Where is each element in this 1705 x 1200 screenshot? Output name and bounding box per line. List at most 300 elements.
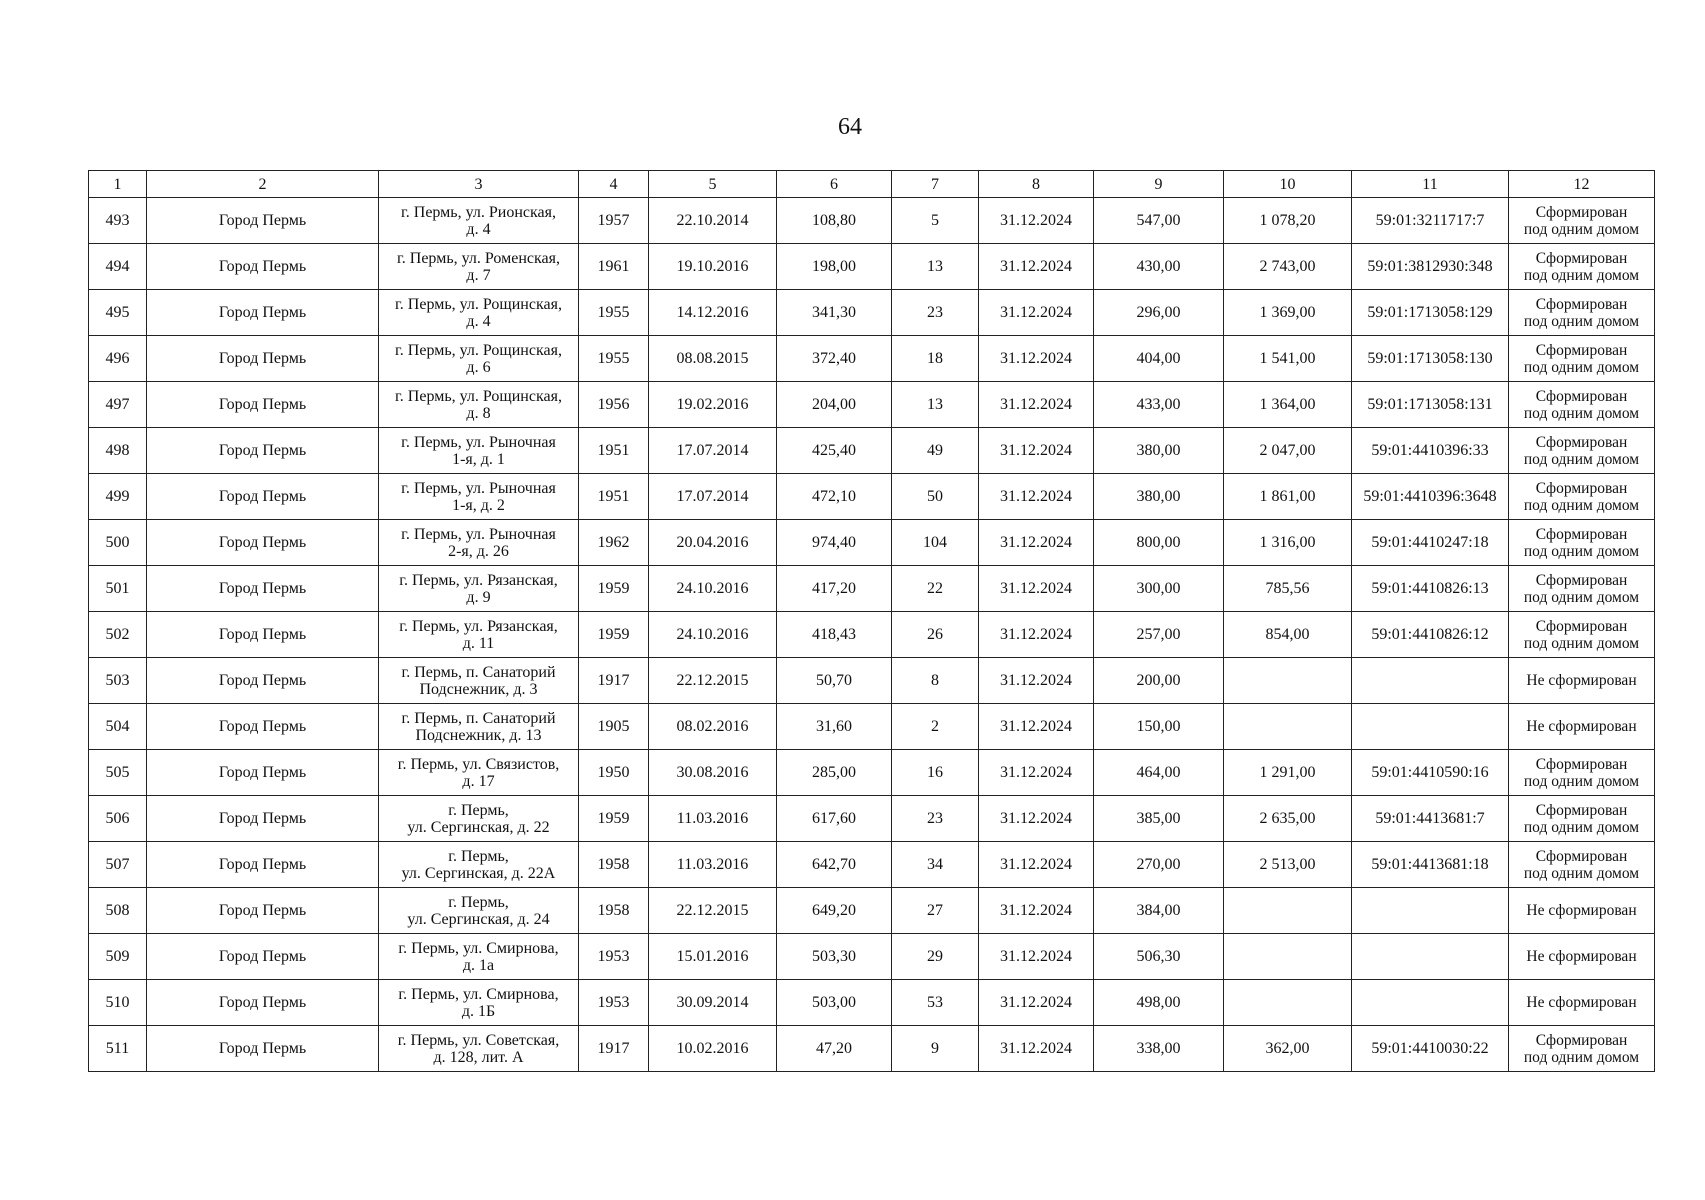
column-header: 11 — [1352, 171, 1509, 198]
municipality-cell: Город Пермь — [147, 474, 379, 520]
year-cell: 1959 — [579, 566, 649, 612]
address-line: ул. Сергинская, д. 22 — [407, 818, 550, 836]
row-number: 495 — [89, 290, 147, 336]
status-cell — [1509, 566, 1655, 612]
address-line: г. Пермь, — [448, 847, 509, 865]
table-row — [89, 336, 1655, 382]
status-line: под одним домом — [1523, 1048, 1640, 1066]
row-number: 505 — [89, 750, 147, 796]
area-cell: 503,00 — [777, 980, 892, 1026]
address-line: д. 8 — [466, 404, 491, 422]
date-cell: 11.03.2016 — [649, 842, 777, 888]
municipality-cell: Город Пермь — [147, 428, 379, 474]
cadastral-number-cell — [1352, 704, 1509, 750]
address-line: г. Пермь, ул. Рыночная — [401, 479, 556, 497]
year-cell: 1951 — [579, 474, 649, 520]
status-cell — [1509, 336, 1655, 382]
date-cell: 15.01.2016 — [649, 934, 777, 980]
row-number: 496 — [89, 336, 147, 382]
address-cell — [379, 658, 579, 704]
status-line: под одним домом — [1523, 496, 1640, 514]
area-cell: 974,40 — [777, 520, 892, 566]
status-cell — [1509, 198, 1655, 244]
cadastral-number-cell: 59:01:1713058:131 — [1352, 382, 1509, 428]
value9-cell: 404,00 — [1094, 336, 1224, 382]
status-cell — [1509, 290, 1655, 336]
value9-cell: 200,00 — [1094, 658, 1224, 704]
status-cell — [1509, 888, 1655, 934]
residents-cell: 8 — [892, 658, 979, 704]
column-header: 7 — [892, 171, 979, 198]
date-cell: 24.10.2016 — [649, 612, 777, 658]
deadline-cell: 31.12.2024 — [979, 750, 1094, 796]
status-line: под одним домом — [1523, 542, 1640, 560]
deadline-cell: 31.12.2024 — [979, 336, 1094, 382]
status-line: Сформирован — [1535, 387, 1628, 405]
year-cell: 1950 — [579, 750, 649, 796]
table-row — [89, 704, 1655, 750]
table-row — [89, 520, 1655, 566]
address-line: г. Пермь, ул. Рощинская, — [395, 295, 562, 313]
status-cell — [1509, 842, 1655, 888]
year-cell: 1951 — [579, 428, 649, 474]
value9-cell: 547,00 — [1094, 198, 1224, 244]
municipality-cell: Город Пермь — [147, 382, 379, 428]
column-header: 8 — [979, 171, 1094, 198]
status-line: под одним домом — [1523, 634, 1640, 652]
row-number: 507 — [89, 842, 147, 888]
address-cell — [379, 520, 579, 566]
status-cell — [1509, 1026, 1655, 1072]
address-line: д. 6 — [466, 358, 491, 376]
address-cell — [379, 796, 579, 842]
status-line: Сформирован — [1535, 617, 1628, 635]
area-cell: 418,43 — [777, 612, 892, 658]
address-line: д. 4 — [466, 220, 491, 238]
value9-cell: 464,00 — [1094, 750, 1224, 796]
cadastral-number-cell: 59:01:3812930:348 — [1352, 244, 1509, 290]
address-line: г. Пермь, ул. Советская, — [397, 1031, 560, 1049]
cadastral-number-cell: 59:01:4413681:18 — [1352, 842, 1509, 888]
deadline-cell: 31.12.2024 — [979, 198, 1094, 244]
status-line: Сформирован — [1535, 525, 1628, 543]
status-line: Не сформирован — [1526, 718, 1637, 735]
deadline-cell: 31.12.2024 — [979, 244, 1094, 290]
deadline-cell: 31.12.2024 — [979, 704, 1094, 750]
status-line: под одним домом — [1523, 588, 1640, 606]
status-line: под одним домом — [1523, 312, 1640, 330]
municipality-cell: Город Пермь — [147, 198, 379, 244]
address-line: 1-я, д. 2 — [452, 496, 505, 514]
cadastral-number-cell: 59:01:4410396:33 — [1352, 428, 1509, 474]
table-body — [89, 198, 1655, 1072]
deadline-cell: 31.12.2024 — [979, 934, 1094, 980]
address-cell — [379, 566, 579, 612]
date-cell: 17.07.2014 — [649, 474, 777, 520]
value9-cell: 433,00 — [1094, 382, 1224, 428]
address-line: д. 9 — [466, 588, 491, 606]
table-row — [89, 658, 1655, 704]
value9-cell: 498,00 — [1094, 980, 1224, 1026]
address-line: г. Пермь, ул. Рионская, — [401, 203, 556, 221]
row-number: 509 — [89, 934, 147, 980]
value9-cell: 270,00 — [1094, 842, 1224, 888]
value10-cell — [1224, 888, 1352, 934]
cadastral-number-cell — [1352, 888, 1509, 934]
address-line: г. Пермь, ул. Рязанская, — [399, 571, 558, 589]
area-cell: 425,40 — [777, 428, 892, 474]
residents-cell: 16 — [892, 750, 979, 796]
status-line: Сформирован — [1535, 341, 1628, 359]
area-cell: 31,60 — [777, 704, 892, 750]
municipality-cell: Город Пермь — [147, 520, 379, 566]
address-cell — [379, 382, 579, 428]
status-cell — [1509, 658, 1655, 704]
row-number: 508 — [89, 888, 147, 934]
value10-cell: 2 047,00 — [1224, 428, 1352, 474]
address-cell — [379, 244, 579, 290]
deadline-cell: 31.12.2024 — [979, 658, 1094, 704]
table-row — [89, 428, 1655, 474]
address-line: ул. Сергинская, д. 22А — [401, 864, 556, 882]
municipality-cell: Город Пермь — [147, 842, 379, 888]
year-cell: 1959 — [579, 612, 649, 658]
residents-cell: 49 — [892, 428, 979, 474]
column-header: 12 — [1509, 171, 1655, 198]
value9-cell: 506,30 — [1094, 934, 1224, 980]
residents-cell: 9 — [892, 1026, 979, 1072]
address-cell — [379, 336, 579, 382]
cadastral-number-cell: 59:01:4410247:18 — [1352, 520, 1509, 566]
row-number: 503 — [89, 658, 147, 704]
status-line: Сформирован — [1535, 433, 1628, 451]
address-line: 1-я, д. 1 — [452, 450, 505, 468]
date-cell: 22.12.2015 — [649, 658, 777, 704]
value9-cell: 296,00 — [1094, 290, 1224, 336]
date-cell: 30.08.2016 — [649, 750, 777, 796]
row-number: 510 — [89, 980, 147, 1026]
address-line: Подснежник, д. 3 — [419, 680, 538, 698]
address-line: г. Пермь, п. Санаторий — [401, 709, 556, 727]
area-cell: 372,40 — [777, 336, 892, 382]
year-cell: 1955 — [579, 336, 649, 382]
cadastral-number-cell: 59:01:4410590:16 — [1352, 750, 1509, 796]
column-header: 10 — [1224, 171, 1352, 198]
date-cell: 22.12.2015 — [649, 888, 777, 934]
deadline-cell: 31.12.2024 — [979, 474, 1094, 520]
municipality-cell: Город Пермь — [147, 1026, 379, 1072]
value10-cell: 1 078,20 — [1224, 198, 1352, 244]
area-cell: 649,20 — [777, 888, 892, 934]
date-cell: 20.04.2016 — [649, 520, 777, 566]
status-cell — [1509, 750, 1655, 796]
year-cell: 1917 — [579, 1026, 649, 1072]
year-cell: 1959 — [579, 796, 649, 842]
address-line: г. Пермь, ул. Смирнова, — [398, 939, 559, 957]
address-cell — [379, 934, 579, 980]
residents-cell: 34 — [892, 842, 979, 888]
row-number: 493 — [89, 198, 147, 244]
residents-cell: 18 — [892, 336, 979, 382]
address-cell — [379, 1026, 579, 1072]
column-header: 3 — [379, 171, 579, 198]
table-row — [89, 980, 1655, 1026]
municipality-cell: Город Пермь — [147, 750, 379, 796]
status-line: под одним домом — [1523, 450, 1640, 468]
municipality-cell: Город Пермь — [147, 290, 379, 336]
status-cell — [1509, 934, 1655, 980]
cadastral-number-cell: 59:01:4410826:12 — [1352, 612, 1509, 658]
deadline-cell: 31.12.2024 — [979, 888, 1094, 934]
column-header: 9 — [1094, 171, 1224, 198]
municipality-cell: Город Пермь — [147, 888, 379, 934]
year-cell: 1962 — [579, 520, 649, 566]
deadline-cell: 31.12.2024 — [979, 842, 1094, 888]
municipality-cell: Город Пермь — [147, 336, 379, 382]
value9-cell: 338,00 — [1094, 1026, 1224, 1072]
residents-cell: 104 — [892, 520, 979, 566]
year-cell: 1955 — [579, 290, 649, 336]
municipality-cell: Город Пермь — [147, 566, 379, 612]
deadline-cell: 31.12.2024 — [979, 1026, 1094, 1072]
row-number: 498 — [89, 428, 147, 474]
status-cell — [1509, 520, 1655, 566]
value9-cell: 150,00 — [1094, 704, 1224, 750]
table-row — [89, 198, 1655, 244]
status-line: Сформирован — [1535, 755, 1628, 773]
status-line: под одним домом — [1523, 404, 1640, 422]
table-row — [89, 566, 1655, 612]
status-line: Сформирован — [1535, 571, 1628, 589]
date-cell: 19.10.2016 — [649, 244, 777, 290]
status-line: Сформирован — [1535, 847, 1628, 865]
deadline-cell: 31.12.2024 — [979, 566, 1094, 612]
value10-cell: 2 743,00 — [1224, 244, 1352, 290]
address-line: д. 1Б — [461, 1002, 496, 1020]
date-cell: 08.02.2016 — [649, 704, 777, 750]
residents-cell: 29 — [892, 934, 979, 980]
address-cell — [379, 198, 579, 244]
table-row — [89, 290, 1655, 336]
value9-cell: 800,00 — [1094, 520, 1224, 566]
area-cell: 341,30 — [777, 290, 892, 336]
municipality-cell: Город Пермь — [147, 934, 379, 980]
residents-cell: 23 — [892, 290, 979, 336]
area-cell: 417,20 — [777, 566, 892, 612]
area-cell: 503,30 — [777, 934, 892, 980]
value10-cell: 1 369,00 — [1224, 290, 1352, 336]
residents-cell: 22 — [892, 566, 979, 612]
residents-cell: 27 — [892, 888, 979, 934]
value10-cell: 854,00 — [1224, 612, 1352, 658]
table-row — [89, 750, 1655, 796]
address-line: г. Пермь, ул. Рязанская, — [399, 617, 558, 635]
address-line: д. 17 — [462, 772, 495, 790]
cadastral-number-cell: 59:01:3211717:7 — [1352, 198, 1509, 244]
date-cell: 17.07.2014 — [649, 428, 777, 474]
date-cell: 19.02.2016 — [649, 382, 777, 428]
municipality-cell: Город Пермь — [147, 612, 379, 658]
value9-cell: 384,00 — [1094, 888, 1224, 934]
value9-cell: 257,00 — [1094, 612, 1224, 658]
status-line: Сформирован — [1535, 479, 1628, 497]
address-line: д. 7 — [466, 266, 491, 284]
area-cell: 642,70 — [777, 842, 892, 888]
row-number: 502 — [89, 612, 147, 658]
status-cell — [1509, 612, 1655, 658]
value10-cell: 1 316,00 — [1224, 520, 1352, 566]
address-cell — [379, 888, 579, 934]
value9-cell: 430,00 — [1094, 244, 1224, 290]
page-number: 64 — [838, 114, 862, 140]
date-cell: 08.08.2015 — [649, 336, 777, 382]
value9-cell: 380,00 — [1094, 474, 1224, 520]
status-cell — [1509, 244, 1655, 290]
address-line: г. Пермь, ул. Рощинская, — [395, 341, 562, 359]
address-cell — [379, 750, 579, 796]
address-line: г. Пермь, ул. Рощинская, — [395, 387, 562, 405]
residents-cell: 13 — [892, 382, 979, 428]
cadastral-number-cell: 59:01:1713058:129 — [1352, 290, 1509, 336]
address-line: д. 11 — [462, 634, 495, 652]
column-header: 1 — [89, 171, 147, 198]
address-line: г. Пермь, ул. Связистов, — [397, 755, 560, 773]
address-line: г. Пермь, ул. Смирнова, — [398, 985, 559, 1003]
column-header: 6 — [777, 171, 892, 198]
value9-cell: 385,00 — [1094, 796, 1224, 842]
status-line: под одним домом — [1523, 864, 1640, 882]
year-cell: 1905 — [579, 704, 649, 750]
status-line: под одним домом — [1523, 266, 1640, 284]
table-row — [89, 888, 1655, 934]
cadastral-number-cell: 59:01:4410396:3648 — [1352, 474, 1509, 520]
value10-cell: 1 541,00 — [1224, 336, 1352, 382]
address-cell — [379, 612, 579, 658]
date-cell: 24.10.2016 — [649, 566, 777, 612]
deadline-cell: 31.12.2024 — [979, 428, 1094, 474]
column-header: 2 — [147, 171, 379, 198]
value10-cell: 1 291,00 — [1224, 750, 1352, 796]
table-row — [89, 244, 1655, 290]
cadastral-number-cell: 59:01:4410030:22 — [1352, 1026, 1509, 1072]
status-line: Сформирован — [1535, 249, 1628, 267]
residents-cell: 50 — [892, 474, 979, 520]
date-cell: 14.12.2016 — [649, 290, 777, 336]
deadline-cell: 31.12.2024 — [979, 520, 1094, 566]
municipality-cell: Город Пермь — [147, 244, 379, 290]
value9-cell: 300,00 — [1094, 566, 1224, 612]
value10-cell: 2 635,00 — [1224, 796, 1352, 842]
row-number: 494 — [89, 244, 147, 290]
value10-cell: 362,00 — [1224, 1026, 1352, 1072]
year-cell: 1961 — [579, 244, 649, 290]
value10-cell — [1224, 704, 1352, 750]
table-row — [89, 1026, 1655, 1072]
value10-cell — [1224, 658, 1352, 704]
status-cell — [1509, 428, 1655, 474]
housing-register-table — [88, 170, 1655, 1072]
date-cell: 30.09.2014 — [649, 980, 777, 1026]
row-number: 497 — [89, 382, 147, 428]
status-line: Сформирован — [1535, 801, 1628, 819]
row-number: 499 — [89, 474, 147, 520]
column-header-row — [89, 171, 1655, 198]
status-line: под одним домом — [1523, 818, 1640, 836]
cadastral-number-cell: 59:01:4410826:13 — [1352, 566, 1509, 612]
table-row — [89, 474, 1655, 520]
table-row — [89, 842, 1655, 888]
table-row — [89, 796, 1655, 842]
municipality-cell: Город Пермь — [147, 658, 379, 704]
row-number: 501 — [89, 566, 147, 612]
address-line: г. Пермь, — [448, 893, 509, 911]
status-line: Не сформирован — [1526, 948, 1637, 965]
row-number: 511 — [89, 1026, 147, 1072]
year-cell: 1953 — [579, 934, 649, 980]
status-cell — [1509, 980, 1655, 1026]
status-cell — [1509, 474, 1655, 520]
cadastral-number-cell: 59:01:4413681:7 — [1352, 796, 1509, 842]
status-line: Сформирован — [1535, 203, 1628, 221]
value10-cell: 2 513,00 — [1224, 842, 1352, 888]
area-cell: 47,20 — [777, 1026, 892, 1072]
address-line: д. 128, лит. А — [433, 1048, 524, 1066]
value10-cell — [1224, 934, 1352, 980]
status-cell — [1509, 382, 1655, 428]
area-cell: 50,70 — [777, 658, 892, 704]
area-cell: 108,80 — [777, 198, 892, 244]
status-line: под одним домом — [1523, 772, 1640, 790]
year-cell: 1958 — [579, 842, 649, 888]
address-line: г. Пермь, ул. Рыночная — [401, 525, 556, 543]
value10-cell: 1 364,00 — [1224, 382, 1352, 428]
deadline-cell: 31.12.2024 — [979, 980, 1094, 1026]
date-cell: 11.03.2016 — [649, 796, 777, 842]
year-cell: 1958 — [579, 888, 649, 934]
status-line: под одним домом — [1523, 220, 1640, 238]
address-line: д. 1а — [462, 956, 495, 974]
municipality-cell: Город Пермь — [147, 704, 379, 750]
row-number: 504 — [89, 704, 147, 750]
row-number: 506 — [89, 796, 147, 842]
value10-cell — [1224, 980, 1352, 1026]
municipality-cell: Город Пермь — [147, 796, 379, 842]
column-header: 5 — [649, 171, 777, 198]
address-line: г. Пермь, ул. Роменская, — [397, 249, 560, 267]
residents-cell: 13 — [892, 244, 979, 290]
address-cell — [379, 428, 579, 474]
table-row — [89, 612, 1655, 658]
address-line: г. Пермь, — [448, 801, 509, 819]
municipality-cell: Город Пермь — [147, 980, 379, 1026]
deadline-cell: 31.12.2024 — [979, 796, 1094, 842]
date-cell: 10.02.2016 — [649, 1026, 777, 1072]
status-cell — [1509, 796, 1655, 842]
cadastral-number-cell — [1352, 658, 1509, 704]
address-cell — [379, 980, 579, 1026]
table-row — [89, 382, 1655, 428]
residents-cell: 5 — [892, 198, 979, 244]
address-cell — [379, 290, 579, 336]
residents-cell: 2 — [892, 704, 979, 750]
value10-cell: 785,56 — [1224, 566, 1352, 612]
address-line: 2-я, д. 26 — [448, 542, 509, 560]
address-line: ул. Сергинская, д. 24 — [407, 910, 550, 928]
deadline-cell: 31.12.2024 — [979, 382, 1094, 428]
area-cell: 204,00 — [777, 382, 892, 428]
year-cell: 1956 — [579, 382, 649, 428]
cadastral-number-cell — [1352, 980, 1509, 1026]
